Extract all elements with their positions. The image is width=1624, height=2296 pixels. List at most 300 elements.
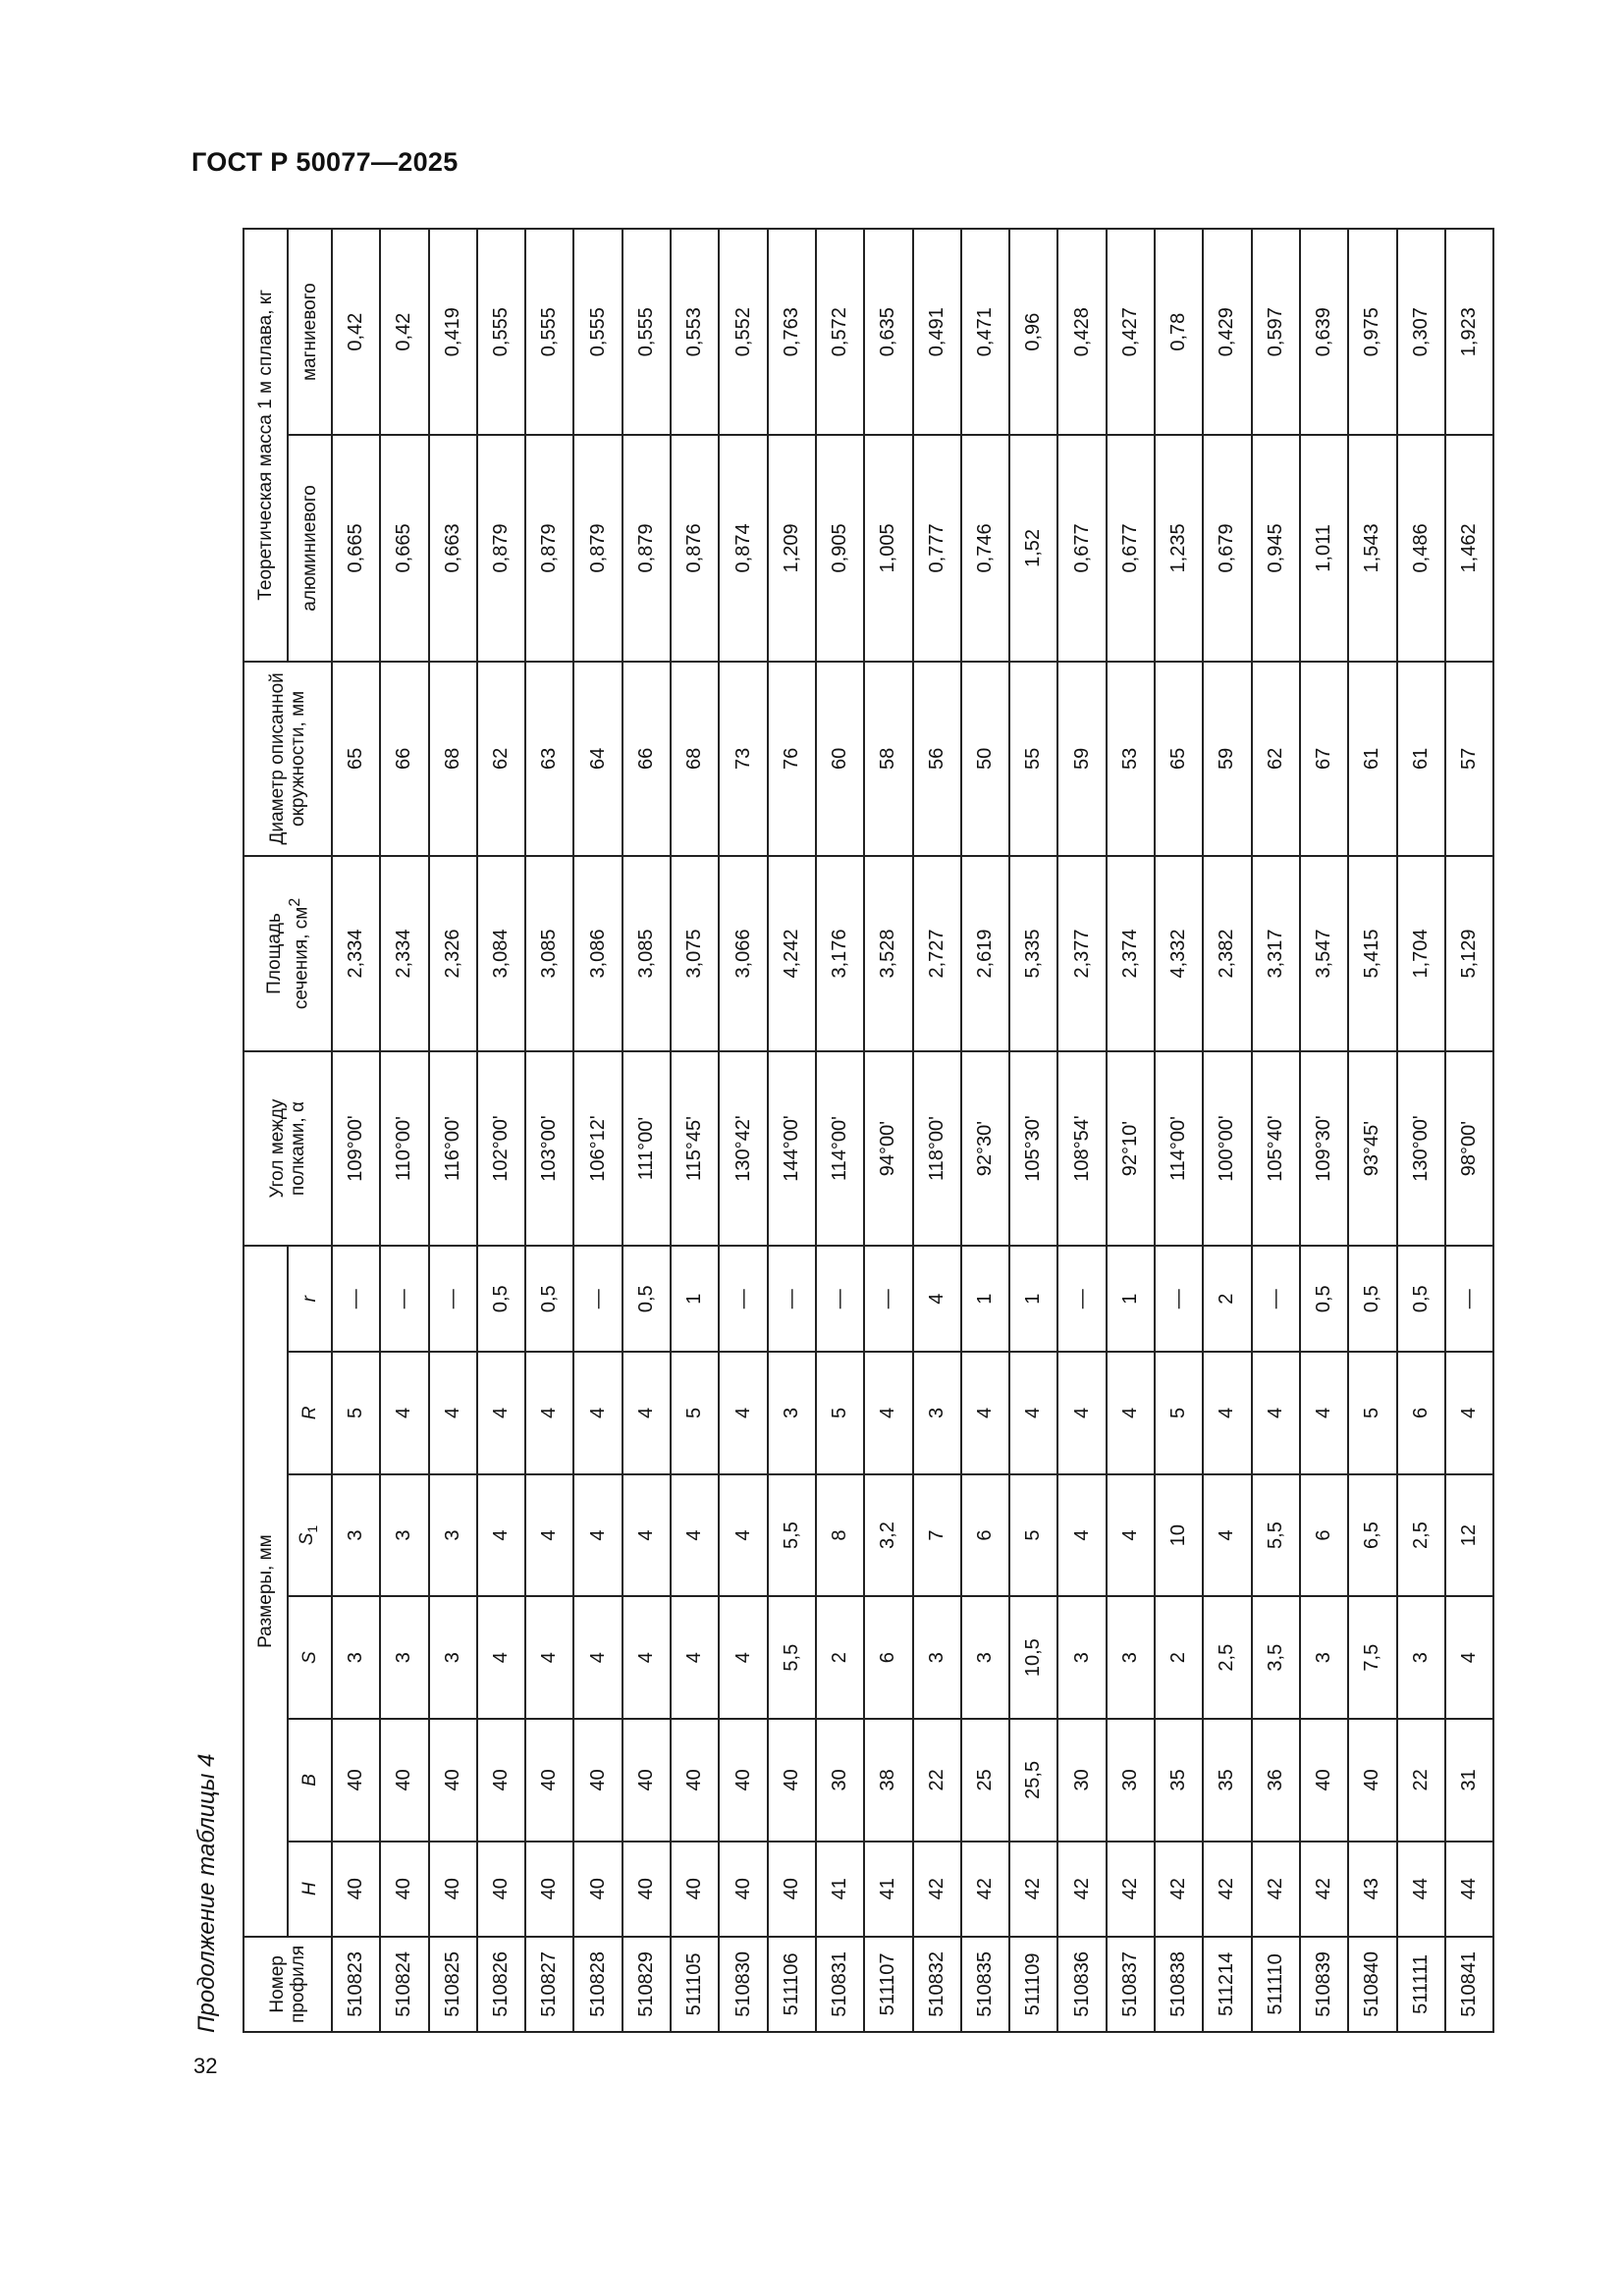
table-row — [816, 229, 864, 2032]
cell-diameter: 50 — [961, 662, 1009, 857]
cell-area: 3,547 — [1300, 856, 1348, 1051]
cell-profile-number: 511106 — [768, 1937, 816, 2032]
table-row — [913, 229, 961, 2032]
cell-B: 40 — [671, 1719, 719, 1842]
cell-S1: 4 — [1057, 1474, 1106, 1597]
cell-S1: 4 — [477, 1474, 525, 1597]
cell-S: 4 — [1445, 1596, 1493, 1719]
cell-H: 40 — [573, 1842, 622, 1937]
cell-area: 3,085 — [525, 856, 573, 1051]
cell-mass-mg: 0,639 — [1300, 229, 1348, 435]
cell-S1: 7 — [913, 1474, 961, 1597]
cell-H: 42 — [1155, 1842, 1203, 1937]
cell-S1: 5,5 — [768, 1474, 816, 1597]
cell-S1: 4 — [671, 1474, 719, 1597]
cell-diameter: 53 — [1107, 662, 1155, 857]
cell-angle: 130°42' — [719, 1051, 767, 1247]
cell-S: 2 — [816, 1596, 864, 1719]
table-row — [1009, 229, 1057, 2032]
cell-r: — — [816, 1246, 864, 1352]
cell-R: 5 — [816, 1352, 864, 1474]
cell-angle: 103°00' — [525, 1051, 573, 1247]
table-row — [573, 229, 622, 2032]
cell-angle: 94°00' — [864, 1051, 912, 1247]
cell-mass-mg: 0,572 — [816, 229, 864, 435]
header-S1-sub: 1 — [303, 1524, 320, 1533]
cell-r: 4 — [913, 1246, 961, 1352]
cell-R: 4 — [1057, 1352, 1106, 1474]
cell-S1: 6 — [961, 1474, 1009, 1597]
cell-diameter: 68 — [429, 662, 477, 857]
cell-mass-al: 0,746 — [961, 435, 1009, 661]
cell-r: — — [1252, 1246, 1300, 1352]
cell-S1: 4 — [525, 1474, 573, 1597]
cell-diameter: 60 — [816, 662, 864, 857]
cell-B: 38 — [864, 1719, 912, 1842]
cell-angle: 100°00' — [1203, 1051, 1251, 1247]
cell-diameter: 58 — [864, 662, 912, 857]
cell-mass-al: 0,486 — [1397, 435, 1445, 661]
cell-R: 4 — [1203, 1352, 1251, 1474]
cell-R: 4 — [380, 1352, 428, 1474]
cell-angle: 111°00' — [623, 1051, 671, 1247]
cell-area: 3,086 — [573, 856, 622, 1051]
cell-r: — — [864, 1246, 912, 1352]
header-area — [244, 856, 332, 1051]
cell-diameter: 57 — [1445, 662, 1493, 857]
cell-area: 2,382 — [1203, 856, 1251, 1051]
cell-area: 2,377 — [1057, 856, 1106, 1051]
cell-angle: 115°45' — [671, 1051, 719, 1247]
cell-angle: 92°10' — [1107, 1051, 1155, 1247]
cell-area: 4,332 — [1155, 856, 1203, 1051]
cell-angle: 114°00' — [1155, 1051, 1203, 1247]
cell-R: 4 — [477, 1352, 525, 1474]
cell-profile-number: 510826 — [477, 1937, 525, 2032]
cell-H: 40 — [332, 1842, 380, 1937]
cell-B: 30 — [1057, 1719, 1106, 1842]
cell-mass-al: 0,777 — [913, 435, 961, 661]
cell-mass-mg: 0,429 — [1203, 229, 1251, 435]
header-S1-text: S — [297, 1532, 318, 1546]
cell-mass-mg: 0,471 — [961, 229, 1009, 435]
cell-mass-mg: 0,96 — [1009, 229, 1057, 435]
cell-B: 40 — [573, 1719, 622, 1842]
cell-mass-al: 0,879 — [477, 435, 525, 661]
cell-angle: 92°30' — [961, 1051, 1009, 1247]
cell-area: 2,619 — [961, 856, 1009, 1051]
cell-S1: 3 — [332, 1474, 380, 1597]
cell-S: 4 — [623, 1596, 671, 1719]
cell-S: 4 — [671, 1596, 719, 1719]
cell-R: 5 — [1348, 1352, 1396, 1474]
cell-S1: 4 — [719, 1474, 767, 1597]
cell-S1: 10 — [1155, 1474, 1203, 1597]
cell-r: — — [573, 1246, 622, 1352]
cell-profile-number: 510840 — [1348, 1937, 1396, 2032]
cell-profile-number: 510838 — [1155, 1937, 1203, 2032]
table-row — [1348, 229, 1396, 2032]
cell-diameter: 62 — [1252, 662, 1300, 857]
cell-area: 4,242 — [768, 856, 816, 1051]
table-row — [477, 229, 525, 2032]
cell-H: 43 — [1348, 1842, 1396, 1937]
cell-H: 40 — [429, 1842, 477, 1937]
cell-angle: 116°00' — [429, 1051, 477, 1247]
cell-profile-number: 510836 — [1057, 1937, 1106, 2032]
cell-R: 4 — [1107, 1352, 1155, 1474]
cell-mass-mg: 0,42 — [332, 229, 380, 435]
cell-r: 0,5 — [1300, 1246, 1348, 1352]
cell-S1: 12 — [1445, 1474, 1493, 1597]
cell-mass-mg: 0,427 — [1107, 229, 1155, 435]
cell-r: — — [429, 1246, 477, 1352]
cell-angle: 109°30' — [1300, 1051, 1348, 1247]
profiles-table — [243, 228, 1494, 2033]
cell-S1: 2,5 — [1397, 1474, 1445, 1597]
cell-B: 22 — [1397, 1719, 1445, 1842]
cell-B: 35 — [1203, 1719, 1251, 1842]
cell-R: 4 — [1445, 1352, 1493, 1474]
cell-angle: 130°00' — [1397, 1051, 1445, 1247]
cell-H: 40 — [525, 1842, 573, 1937]
cell-S: 3 — [1107, 1596, 1155, 1719]
cell-S: 3 — [961, 1596, 1009, 1719]
cell-mass-al: 1,462 — [1445, 435, 1493, 661]
cell-mass-mg: 1,923 — [1445, 229, 1493, 435]
cell-area: 3,176 — [816, 856, 864, 1051]
cell-profile-number: 510825 — [429, 1937, 477, 2032]
header-profile-number: Номер профиля — [244, 1937, 332, 2032]
cell-r: — — [1445, 1246, 1493, 1352]
cell-area: 3,528 — [864, 856, 912, 1051]
cell-area: 3,317 — [1252, 856, 1300, 1051]
cell-profile-number: 511214 — [1203, 1937, 1251, 2032]
cell-H: 44 — [1445, 1842, 1493, 1937]
cell-S1: 3 — [429, 1474, 477, 1597]
cell-B: 22 — [913, 1719, 961, 1842]
cell-H: 40 — [719, 1842, 767, 1937]
table-row — [719, 229, 767, 2032]
cell-S: 3 — [913, 1596, 961, 1719]
cell-r: 1 — [1107, 1246, 1155, 1352]
cell-S1: 4 — [1107, 1474, 1155, 1597]
cell-angle: 118°00' — [913, 1051, 961, 1247]
cell-mass-al: 0,874 — [719, 435, 767, 661]
cell-B: 31 — [1445, 1719, 1493, 1842]
table-row — [768, 229, 816, 2032]
cell-mass-mg: 0,635 — [864, 229, 912, 435]
cell-diameter: 61 — [1348, 662, 1396, 857]
cell-area: 5,415 — [1348, 856, 1396, 1051]
cell-profile-number: 510841 — [1445, 1937, 1493, 2032]
cell-B: 40 — [719, 1719, 767, 1842]
cell-diameter: 56 — [913, 662, 961, 857]
cell-area: 3,085 — [623, 856, 671, 1051]
cell-H: 42 — [1009, 1842, 1057, 1937]
cell-S1: 5,5 — [1252, 1474, 1300, 1597]
cell-diameter: 55 — [1009, 662, 1057, 857]
cell-S: 4 — [573, 1596, 622, 1719]
table-row — [671, 229, 719, 2032]
cell-R: 4 — [961, 1352, 1009, 1474]
header-angle: Угол между полками, α — [244, 1051, 332, 1247]
header-area-sup: 2 — [286, 897, 303, 907]
cell-S: 7,5 — [1348, 1596, 1396, 1719]
cell-B: 35 — [1155, 1719, 1203, 1842]
cell-H: 41 — [864, 1842, 912, 1937]
cell-r: 1 — [961, 1246, 1009, 1352]
cell-area: 3,084 — [477, 856, 525, 1051]
cell-mass-al: 1,52 — [1009, 435, 1057, 661]
cell-S: 3,5 — [1252, 1596, 1300, 1719]
cell-H: 42 — [913, 1842, 961, 1937]
cell-angle: 102°00' — [477, 1051, 525, 1247]
cell-mass-mg: 0,491 — [913, 229, 961, 435]
cell-profile-number: 510827 — [525, 1937, 573, 2032]
cell-diameter: 66 — [623, 662, 671, 857]
cell-mass-mg: 0,419 — [429, 229, 477, 435]
cell-S1: 5 — [1009, 1474, 1057, 1597]
cell-mass-al: 0,677 — [1107, 435, 1155, 661]
table-row — [1445, 229, 1493, 2032]
cell-S: 2 — [1155, 1596, 1203, 1719]
cell-R: 4 — [1009, 1352, 1057, 1474]
cell-area: 3,075 — [671, 856, 719, 1051]
cell-angle: 144°00' — [768, 1051, 816, 1247]
cell-diameter: 67 — [1300, 662, 1348, 857]
cell-R: 3 — [768, 1352, 816, 1474]
cell-H: 42 — [1300, 1842, 1348, 1937]
cell-mass-al: 0,677 — [1057, 435, 1106, 661]
cell-S: 3 — [332, 1596, 380, 1719]
cell-mass-mg: 0,42 — [380, 229, 428, 435]
cell-B: 40 — [477, 1719, 525, 1842]
cell-H: 40 — [477, 1842, 525, 1937]
cell-H: 42 — [1252, 1842, 1300, 1937]
table-row — [525, 229, 573, 2032]
cell-angle: 108°54' — [1057, 1051, 1106, 1247]
cell-mass-al: 0,679 — [1203, 435, 1251, 661]
cell-S: 3 — [429, 1596, 477, 1719]
cell-r: — — [1057, 1246, 1106, 1352]
cell-angle: 98°00' — [1445, 1051, 1493, 1247]
cell-B: 40 — [1300, 1719, 1348, 1842]
header-dimensions: Размеры, мм — [244, 1246, 288, 1936]
cell-r: — — [1155, 1246, 1203, 1352]
cell-R: 4 — [429, 1352, 477, 1474]
cell-S1: 3 — [380, 1474, 428, 1597]
cell-B: 30 — [816, 1719, 864, 1842]
cell-area: 2,326 — [429, 856, 477, 1051]
cell-mass-al: 0,663 — [429, 435, 477, 661]
cell-H: 40 — [380, 1842, 428, 1937]
cell-r: — — [332, 1246, 380, 1352]
cell-diameter: 65 — [1155, 662, 1203, 857]
cell-mass-mg: 0,555 — [573, 229, 622, 435]
cell-R: 4 — [525, 1352, 573, 1474]
table-row — [1397, 229, 1445, 2032]
cell-area: 2,334 — [332, 856, 380, 1051]
cell-R: 5 — [332, 1352, 380, 1474]
cell-profile-number: 510837 — [1107, 1937, 1155, 2032]
cell-R: 3 — [913, 1352, 961, 1474]
cell-S1: 4 — [573, 1474, 622, 1597]
cell-profile-number: 511105 — [671, 1937, 719, 2032]
cell-diameter: 63 — [525, 662, 573, 857]
cell-mass-al: 0,879 — [573, 435, 622, 661]
cell-profile-number: 511109 — [1009, 1937, 1057, 2032]
cell-area: 5,335 — [1009, 856, 1057, 1051]
cell-S1: 6,5 — [1348, 1474, 1396, 1597]
cell-r: 0,5 — [1397, 1246, 1445, 1352]
cell-R: 4 — [719, 1352, 767, 1474]
cell-mass-mg: 0,553 — [671, 229, 719, 435]
cell-mass-al: 0,876 — [671, 435, 719, 661]
cell-mass-mg: 0,78 — [1155, 229, 1203, 435]
header-mass-al: алюминиевого — [288, 435, 332, 661]
cell-profile-number: 510828 — [573, 1937, 622, 2032]
cell-r: — — [768, 1246, 816, 1352]
cell-S: 4 — [525, 1596, 573, 1719]
table-row — [380, 229, 428, 2032]
cell-mass-al: 0,879 — [525, 435, 573, 661]
cell-mass-mg: 0,555 — [623, 229, 671, 435]
cell-mass-mg: 0,555 — [525, 229, 573, 435]
cell-angle: 105°40' — [1252, 1051, 1300, 1247]
cell-H: 40 — [671, 1842, 719, 1937]
cell-angle: 114°00' — [816, 1051, 864, 1247]
cell-B: 40 — [768, 1719, 816, 1842]
cell-profile-number: 511110 — [1252, 1937, 1300, 2032]
cell-r: 0,5 — [525, 1246, 573, 1352]
cell-r: 2 — [1203, 1246, 1251, 1352]
header-area-text: Площадь сечения, см — [263, 906, 312, 1010]
cell-r: 0,5 — [623, 1246, 671, 1352]
cell-B: 30 — [1107, 1719, 1155, 1842]
cell-diameter: 62 — [477, 662, 525, 857]
table-row — [1252, 229, 1300, 2032]
cell-mass-al: 1,209 — [768, 435, 816, 661]
cell-diameter: 73 — [719, 662, 767, 857]
header-S1 — [288, 1474, 332, 1597]
table-row — [1300, 229, 1348, 2032]
cell-profile-number: 510830 — [719, 1937, 767, 2032]
cell-diameter: 59 — [1203, 662, 1251, 857]
cell-mass-mg: 0,428 — [1057, 229, 1106, 435]
cell-R: 6 — [1397, 1352, 1445, 1474]
cell-S: 4 — [477, 1596, 525, 1719]
cell-mass-mg: 0,555 — [477, 229, 525, 435]
cell-B: 25,5 — [1009, 1719, 1057, 1842]
cell-diameter: 76 — [768, 662, 816, 857]
cell-S: 3 — [1300, 1596, 1348, 1719]
document-title: ГОСТ Р 50077—2025 — [191, 147, 459, 177]
header-diameter: Диаметр описанной окружности, мм — [244, 662, 332, 857]
cell-mass-al: 0,945 — [1252, 435, 1300, 661]
cell-mass-al: 1,005 — [864, 435, 912, 661]
cell-S1: 8 — [816, 1474, 864, 1597]
rotated-table-container — [193, 228, 1480, 2033]
header-mass: Теоретическая масса 1 м сплава, кг — [244, 229, 288, 662]
cell-diameter: 61 — [1397, 662, 1445, 857]
cell-S: 3 — [1057, 1596, 1106, 1719]
cell-area: 3,066 — [719, 856, 767, 1051]
cell-R: 4 — [1252, 1352, 1300, 1474]
cell-diameter: 64 — [573, 662, 622, 857]
cell-B: 40 — [1348, 1719, 1396, 1842]
table-row — [1203, 229, 1251, 2032]
header-B: B — [288, 1719, 332, 1842]
cell-diameter: 66 — [380, 662, 428, 857]
cell-B: 25 — [961, 1719, 1009, 1842]
cell-H: 44 — [1397, 1842, 1445, 1937]
table-row — [623, 229, 671, 2032]
cell-B: 40 — [623, 1719, 671, 1842]
cell-r: — — [380, 1246, 428, 1352]
cell-area: 5,129 — [1445, 856, 1493, 1051]
cell-H: 41 — [816, 1842, 864, 1937]
cell-mass-mg: 0,307 — [1397, 229, 1445, 435]
table-body — [332, 229, 1493, 2032]
cell-S1: 3,2 — [864, 1474, 912, 1597]
cell-H: 42 — [1057, 1842, 1106, 1937]
cell-R: 4 — [573, 1352, 622, 1474]
cell-profile-number: 510823 — [332, 1937, 380, 2032]
cell-B: 36 — [1252, 1719, 1300, 1842]
cell-R: 4 — [864, 1352, 912, 1474]
cell-mass-mg: 0,975 — [1348, 229, 1396, 435]
cell-B: 40 — [380, 1719, 428, 1842]
cell-r: 0,5 — [1348, 1246, 1396, 1352]
table-row — [1057, 229, 1106, 2032]
cell-mass-al: 1,235 — [1155, 435, 1203, 661]
cell-H: 42 — [1107, 1842, 1155, 1937]
cell-S1: 4 — [623, 1474, 671, 1597]
cell-diameter: 68 — [671, 662, 719, 857]
cell-S: 3 — [1397, 1596, 1445, 1719]
table-row — [1155, 229, 1203, 2032]
cell-S1: 6 — [1300, 1474, 1348, 1597]
cell-H: 42 — [961, 1842, 1009, 1937]
cell-profile-number: 511111 — [1397, 1937, 1445, 2032]
cell-area: 1,704 — [1397, 856, 1445, 1051]
cell-S: 4 — [719, 1596, 767, 1719]
cell-S1: 4 — [1203, 1474, 1251, 1597]
cell-mass-al: 1,543 — [1348, 435, 1396, 661]
cell-mass-al: 0,665 — [380, 435, 428, 661]
table-row — [1107, 229, 1155, 2032]
cell-S: 3 — [380, 1596, 428, 1719]
table-row — [429, 229, 477, 2032]
cell-area: 2,374 — [1107, 856, 1155, 1051]
cell-profile-number: 510824 — [380, 1937, 428, 2032]
table-caption: Продолжение таблицы 4 — [193, 1753, 220, 2033]
cell-profile-number: 510835 — [961, 1937, 1009, 2032]
header-H: H — [288, 1842, 332, 1937]
cell-S: 6 — [864, 1596, 912, 1719]
table-row — [332, 229, 380, 2032]
cell-profile-number: 510831 — [816, 1937, 864, 2032]
cell-B: 40 — [332, 1719, 380, 1842]
cell-H: 40 — [623, 1842, 671, 1937]
cell-R: 4 — [623, 1352, 671, 1474]
cell-R: 5 — [1155, 1352, 1203, 1474]
cell-diameter: 59 — [1057, 662, 1106, 857]
header-r: r — [288, 1246, 332, 1352]
cell-mass-mg: 0,552 — [719, 229, 767, 435]
cell-r: — — [719, 1246, 767, 1352]
